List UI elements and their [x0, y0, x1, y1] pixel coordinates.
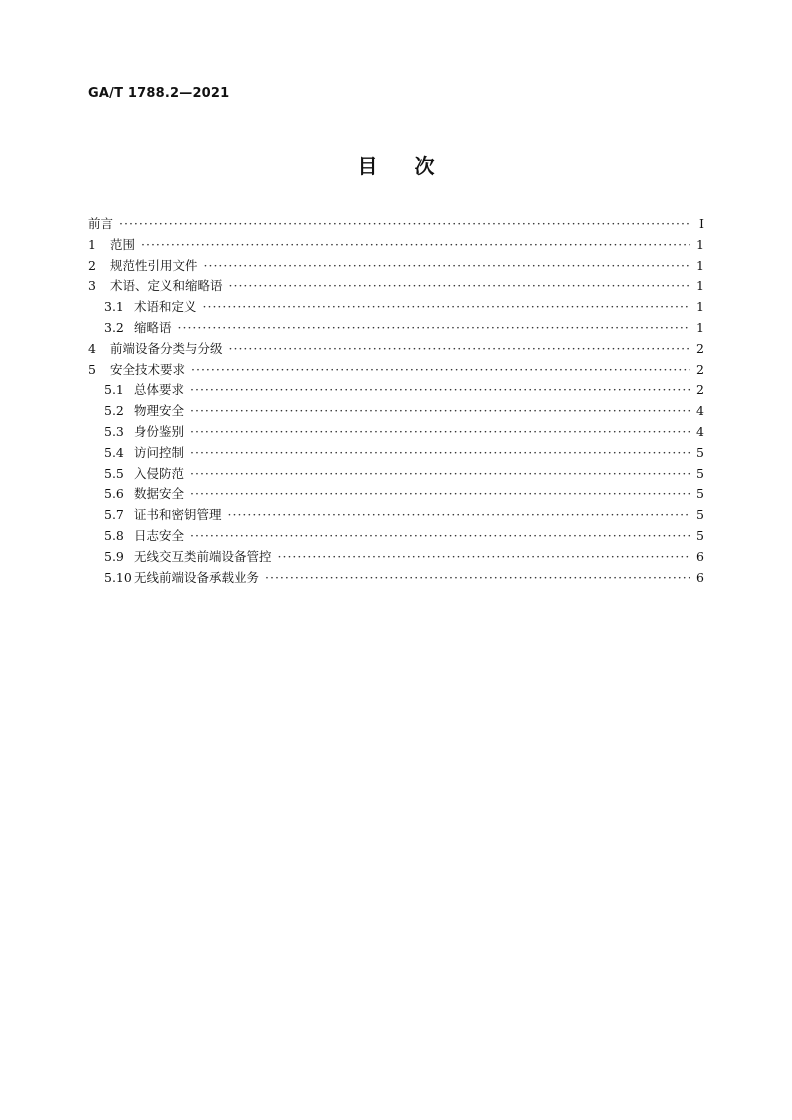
toc-entry-number: 5.7: [104, 507, 124, 523]
toc-leader-dots: [265, 570, 690, 585]
toc-entry[interactable]: [88, 380, 704, 401]
toc-entry[interactable]: [88, 297, 704, 318]
toc-entry[interactable]: [88, 568, 704, 589]
toc-entry-page: 2: [696, 361, 704, 377]
toc-entry-page: 6: [696, 569, 704, 585]
toc-entry-label: 无线交互类前端设备管控: [134, 548, 272, 564]
toc-entry-label: 入侵防范: [134, 465, 185, 481]
toc-entry[interactable]: [88, 443, 704, 464]
toc-entry-number: 3: [88, 278, 96, 294]
toc-entry-label: 术语、定义和缩略语: [110, 278, 223, 294]
toc-entry-number: 1: [88, 236, 96, 252]
toc-entry-page: 2: [696, 382, 704, 398]
toc-entry-page: 5: [696, 465, 704, 481]
toc-entry-number: 5.4: [104, 444, 124, 460]
toc-entry-number: 5.3: [104, 423, 124, 439]
toc-entry[interactable]: [88, 422, 704, 443]
toc-entry[interactable]: [88, 276, 704, 297]
page-title: 目 次: [357, 154, 435, 178]
toc-leader-dots: [190, 382, 690, 397]
toc-entry-label: 证书和密钥管理: [134, 507, 222, 523]
toc-entry-number: 5.1: [104, 382, 124, 398]
toc-leader-dots: [203, 299, 690, 314]
toc-entry-page: 5: [696, 507, 704, 523]
toc-entry-number: 5.8: [104, 527, 124, 543]
toc-entry-number: 5.9: [104, 548, 124, 564]
toc-entry[interactable]: [88, 505, 704, 526]
toc-entry[interactable]: [88, 214, 704, 235]
table-of-contents: [88, 214, 704, 588]
toc-entry[interactable]: [88, 235, 704, 256]
toc-leader-dots: [228, 507, 690, 522]
toc-entry[interactable]: [88, 256, 704, 277]
toc-leader-dots: [278, 549, 690, 564]
toc-entry-label: 物理安全: [134, 403, 185, 419]
toc-entry-page: 5: [696, 444, 704, 460]
toc-leader-dots: [229, 341, 690, 356]
toc-entry-label: 访问控制: [134, 444, 185, 460]
toc-entry-page: 4: [696, 403, 704, 419]
toc-entry-number: 4: [88, 340, 96, 356]
toc-entry-label: 范围: [110, 236, 136, 252]
toc-entry-label: 术语和定义: [134, 299, 197, 315]
toc-leader-dots: [191, 362, 690, 377]
standard-code: GA/T 1788.2—2021: [88, 86, 230, 101]
toc-leader-dots: [178, 320, 690, 335]
toc-entry-number: 2: [88, 257, 96, 273]
toc-entry[interactable]: [88, 401, 704, 422]
toc-entry-page: 1: [696, 257, 704, 273]
toc-entry-page: 1: [696, 299, 704, 315]
toc-leader-dots: [229, 278, 690, 293]
toc-entry-label: 总体要求: [134, 382, 185, 398]
toc-entry-label: 前端设备分类与分级: [110, 340, 223, 356]
toc-entry-page: 5: [696, 486, 704, 502]
toc-entry-number: 5.10: [104, 569, 132, 585]
toc-leader-dots: [141, 237, 690, 252]
toc-entry[interactable]: [88, 484, 704, 505]
toc-leader-dots: [190, 486, 690, 501]
toc-entry-label: 身份鉴别: [134, 423, 185, 439]
toc-entry-number: 5: [88, 361, 96, 377]
toc-entry[interactable]: [88, 318, 704, 339]
toc-leader-dots: [119, 216, 690, 231]
toc-entry-number: 5.5: [104, 465, 124, 481]
toc-entry-number: 3.1: [104, 299, 124, 315]
toc-leader-dots: [190, 424, 690, 439]
toc-entry-page: 1: [696, 278, 704, 294]
toc-entry-page: 4: [696, 423, 704, 439]
toc-entry-number: 5.6: [104, 486, 124, 502]
toc-entry-label: 规范性引用文件: [110, 257, 198, 273]
toc-entry-page: 1: [696, 236, 704, 252]
toc-leader-dots: [190, 403, 690, 418]
toc-entry-label: 安全技术要求: [110, 361, 186, 377]
toc-entry-number: 5.2: [104, 403, 124, 419]
toc-entry-label: 数据安全: [134, 486, 185, 502]
toc-leader-dots: [204, 258, 690, 273]
toc-entry-page: 1: [696, 319, 704, 335]
toc-entry-page: 6: [696, 548, 704, 564]
toc-entry-label: 无线前端设备承载业务: [134, 569, 260, 585]
toc-leader-dots: [190, 466, 690, 481]
toc-entry[interactable]: [88, 339, 704, 360]
toc-leader-dots: [190, 445, 690, 460]
toc-entry-page: Ⅰ: [699, 216, 704, 231]
toc-leader-dots: [190, 528, 690, 543]
toc-entry[interactable]: [88, 464, 704, 485]
toc-entry[interactable]: [88, 526, 704, 547]
toc-entry-label: 日志安全: [134, 527, 185, 543]
toc-entry-page: 5: [696, 527, 704, 543]
toc-entry-label: 前言: [88, 216, 114, 231]
toc-entry-number: 3.2: [104, 319, 124, 335]
toc-entry-page: 2: [696, 340, 704, 356]
toc-entry[interactable]: [88, 360, 704, 381]
toc-entry-label: 缩略语: [134, 319, 172, 335]
toc-entry[interactable]: [88, 547, 704, 568]
